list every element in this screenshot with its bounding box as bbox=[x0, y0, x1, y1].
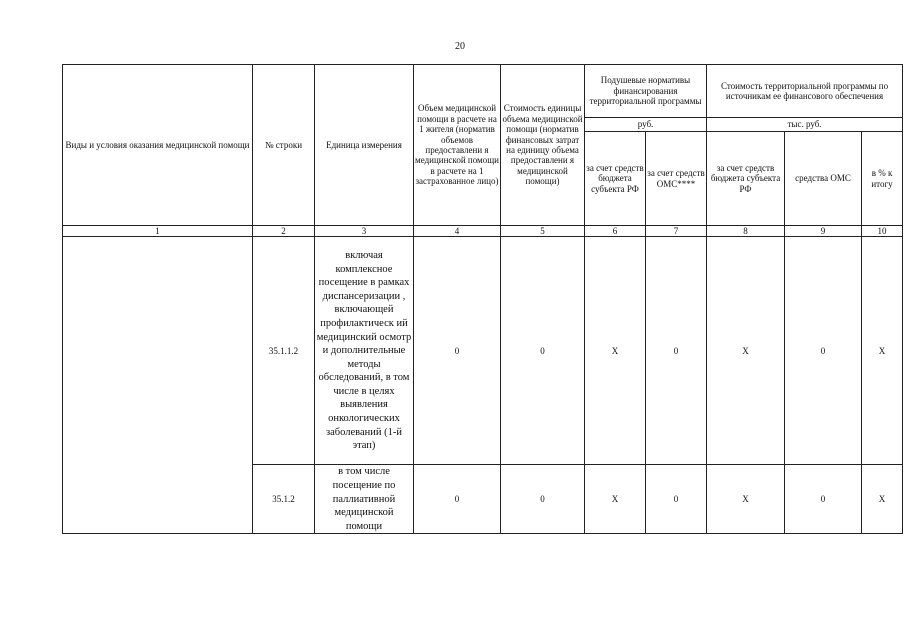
col-number: 3 bbox=[315, 226, 414, 237]
cost-value: 0 bbox=[501, 465, 585, 534]
oms-total-value: 0 bbox=[785, 237, 862, 465]
header-oms: за счет средств ОМС**** bbox=[646, 132, 707, 226]
header-unit: Единица измерения bbox=[315, 65, 414, 226]
column-number-row bbox=[63, 226, 903, 237]
header-oms-2: средства ОМС bbox=[785, 132, 862, 226]
budget-value: X bbox=[585, 465, 646, 534]
oms-value: 0 bbox=[646, 237, 707, 465]
col-number: 5 bbox=[501, 226, 585, 237]
page-number: 20 bbox=[455, 41, 465, 52]
header-thous-rub: тыс. руб. bbox=[707, 118, 903, 132]
col-number: 8 bbox=[707, 226, 785, 237]
unit-cell: включая комплексное посещение в рамках диспансеризации , включающей профилактическ ий медицинский осмотр и дополнительные методы обследований, в том числе в целях выявления онкологических заболеваний (1-й этап) bbox=[315, 237, 414, 465]
col-number: 4 bbox=[414, 226, 501, 237]
unit-cell: в том числе посещение по паллиативной медицинской помощи bbox=[315, 465, 414, 534]
header-volume: Объем медицинской помощи в расчете на 1 жителя (норматив объемов предоставлени я медицинской помощи в расчете на 1 застрахованное лицо) bbox=[414, 65, 501, 226]
oms-total-value: 0 bbox=[785, 465, 862, 534]
volume-value: 0 bbox=[414, 465, 501, 534]
header-kind: Виды и условия оказания медицинской помощи bbox=[63, 65, 253, 226]
cost-value: 0 bbox=[501, 237, 585, 465]
header-pct: в % к итогу bbox=[862, 132, 903, 226]
col-number: 1 bbox=[63, 226, 253, 237]
budget-total-value: X bbox=[707, 465, 785, 534]
col-number: 2 bbox=[253, 226, 315, 237]
header-row-no: № строки bbox=[253, 65, 315, 226]
header-budget-2: за счет средств бюджета субъекта РФ bbox=[707, 132, 785, 226]
budget-value: X bbox=[585, 237, 646, 465]
header-cost: Стоимость единицы объема медицинской помощи (норматив финансовых затрат на единицу объема предоставлени я медицинской помощи) bbox=[501, 65, 585, 226]
col-number: 7 bbox=[646, 226, 707, 237]
col-number: 9 bbox=[785, 226, 862, 237]
row-number: 35.1.2 bbox=[253, 465, 315, 534]
percent-value: X bbox=[862, 465, 903, 534]
percent-value: X bbox=[862, 237, 903, 465]
col-number: 10 bbox=[862, 226, 903, 237]
volume-value: 0 bbox=[414, 237, 501, 465]
header-per-capita: Подушевые нормативы финансирования территориальной программы bbox=[585, 65, 707, 118]
table-row bbox=[63, 237, 903, 465]
col-number: 6 bbox=[585, 226, 646, 237]
header-budget: за счет средств бюджета субъекта РФ bbox=[585, 132, 646, 226]
kind-cell bbox=[63, 237, 253, 534]
row-number: 35.1.1.2 bbox=[253, 237, 315, 465]
budget-total-value: X bbox=[707, 237, 785, 465]
header-cost-program: Стоимость территориальной программы по источникам ее финансового обеспечения bbox=[707, 65, 903, 118]
header-rub: руб. bbox=[585, 118, 707, 132]
oms-value: 0 bbox=[646, 465, 707, 534]
funding-table bbox=[62, 64, 903, 534]
